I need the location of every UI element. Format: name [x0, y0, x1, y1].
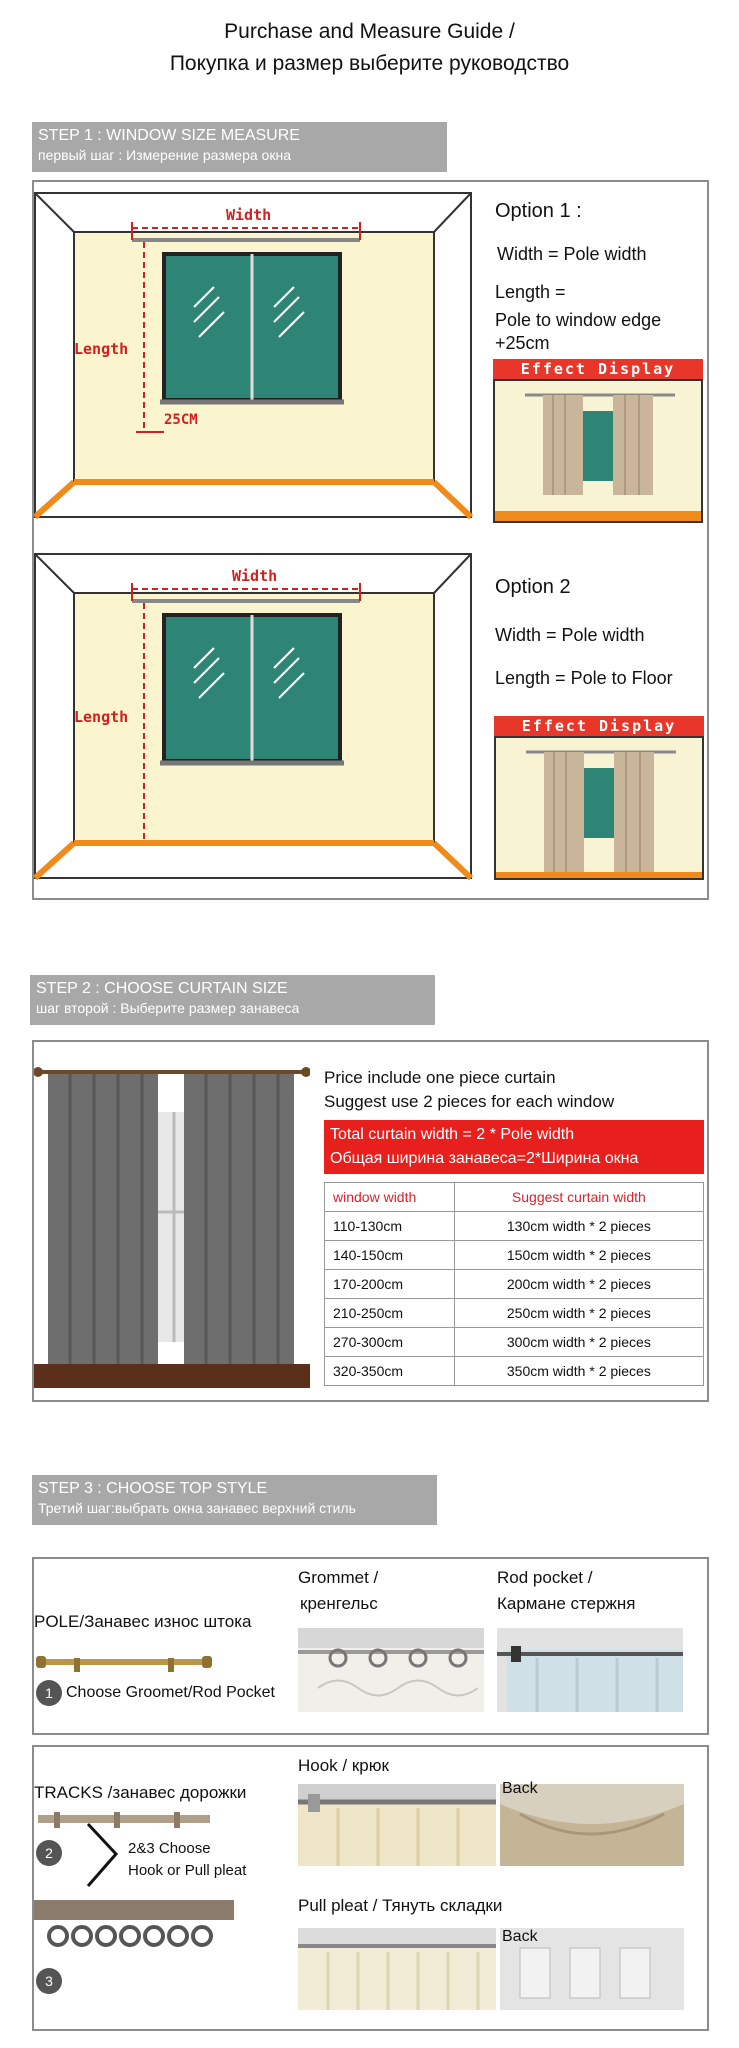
width-label-2: Width	[232, 567, 278, 585]
table-cell: 300cm width * 2 pieces	[454, 1328, 703, 1357]
step2-banner	[30, 975, 435, 1025]
table-row	[325, 1328, 704, 1357]
formula-ru: Общая ширина занавеса=2*Ширина окна	[330, 1150, 639, 1167]
price-note: Price include one piece curtain	[324, 1068, 556, 1087]
rod-pocket-title: Rod pocket /	[497, 1568, 593, 1587]
pole-label: POLE/Занавес износ штока	[34, 1612, 252, 1631]
table-cell: 250cm width * 2 pieces	[454, 1299, 703, 1328]
option1-heading: Option 1 :	[495, 200, 582, 222]
grommet-title: Grommet /	[298, 1568, 379, 1587]
length-label-1: Length	[74, 340, 129, 358]
step3-subtitle: Третий шаг:выбрать окна занавес верхний стиль	[38, 1500, 356, 1516]
table-header-row	[325, 1183, 704, 1212]
option1-length-label: Length =	[495, 282, 566, 302]
pole-choose-text: Choose Groomet/Rod Pocket	[66, 1684, 275, 1701]
length-label-2: Length	[74, 708, 129, 726]
hook-title: Hook / крюк	[298, 1756, 389, 1775]
effect-display-image-2	[494, 736, 704, 880]
page-title: Purchase and Measure Guide /	[224, 20, 515, 43]
table-cell: 140-150cm	[325, 1241, 455, 1270]
table-row	[325, 1299, 704, 1328]
pull-pleat-photo[interactable]	[298, 1928, 496, 2010]
tracks-choose-1: 2&3 Choose	[128, 1840, 211, 1857]
table-cell: 210-250cm	[325, 1299, 455, 1328]
grey-curtain-photo	[34, 1062, 310, 1388]
step3-banner	[32, 1475, 437, 1525]
option1-width-rule: Width = Pole width	[497, 244, 647, 264]
option2-length-rule: Length = Pole to Floor	[495, 668, 673, 688]
track-rail-image	[34, 1808, 214, 1830]
offset-label: 25CM	[164, 412, 198, 428]
table-row	[325, 1212, 704, 1241]
option2-heading: Option 2	[495, 576, 571, 598]
table-cell: 110-130cm	[325, 1212, 455, 1241]
table-cell: 170-200cm	[325, 1270, 455, 1299]
size-table	[324, 1182, 704, 1386]
table-cell: 350cm width * 2 pieces	[454, 1357, 703, 1386]
grommet-photo[interactable]	[298, 1628, 484, 1712]
step1-title: STEP 1 : WINDOW SIZE MEASURE	[38, 127, 300, 144]
step3-title: STEP 3 : CHOOSE TOP STYLE	[38, 1480, 268, 1497]
option1-length-rule: Pole to window edge	[495, 310, 662, 330]
step1-banner	[32, 122, 447, 172]
track-hooks-image	[34, 1900, 234, 1954]
effect-display-image-1	[493, 379, 703, 523]
table-cell: 320-350cm	[325, 1357, 455, 1386]
grommet-title-ru: кренгельс	[300, 1594, 378, 1613]
formula-en: Total curtain width = 2 * Pole width	[330, 1126, 575, 1143]
option2-width-rule: Width = Pole width	[495, 625, 645, 645]
width-label-1: Width	[226, 206, 272, 224]
tracks-choose-2: Hook or Pull pleat	[128, 1862, 247, 1879]
rod-pocket-photo[interactable]	[497, 1628, 683, 1712]
step1-subtitle: первый шаг : Измерение размера окна	[38, 147, 291, 163]
table-row	[325, 1357, 704, 1386]
hook-photo[interactable]	[298, 1784, 496, 1866]
table-cell: 150cm width * 2 pieces	[454, 1241, 703, 1270]
option1-length-offset: +25cm	[495, 333, 550, 353]
table-cell: 130cm width * 2 pieces	[454, 1212, 703, 1241]
curtain-pole-image	[34, 1650, 214, 1674]
pull-pleat-back-label: Back	[502, 1928, 538, 1945]
formula-band	[324, 1120, 704, 1174]
step-number-3: 3	[36, 1968, 62, 1994]
table-cell: 270-300cm	[325, 1328, 455, 1357]
pull-pleat-title: Pull pleat / Тянуть складки	[298, 1896, 503, 1915]
suggest-note: Suggest use 2 pieces for each window	[324, 1092, 615, 1111]
table-row	[325, 1270, 704, 1299]
step2-title: STEP 2 : CHOOSE CURTAIN SIZE	[36, 980, 288, 997]
bracket-connector	[84, 1820, 124, 1890]
table-cell: 200cm width * 2 pieces	[454, 1270, 703, 1299]
page-subtitle: Покупка и размер выберите руководство	[169, 52, 570, 75]
rod-pocket-title-ru: Кармане стержня	[497, 1594, 636, 1613]
table-header-suggest: Suggest curtain width	[454, 1183, 703, 1212]
hook-back-label: Back	[502, 1780, 538, 1797]
table-header-window: window width	[325, 1183, 455, 1212]
step2-subtitle: шаг второй : Выберите размер занавеса	[36, 1000, 300, 1016]
step-number-2: 2	[36, 1840, 62, 1866]
step-number-1: 1	[36, 1680, 62, 1706]
tracks-label: TRACKS /занавес дорожки	[34, 1783, 247, 1802]
effect-display-header-2: Effect Display	[494, 716, 704, 736]
effect-display-header-1: Effect Display	[493, 359, 703, 379]
table-row	[325, 1241, 704, 1270]
